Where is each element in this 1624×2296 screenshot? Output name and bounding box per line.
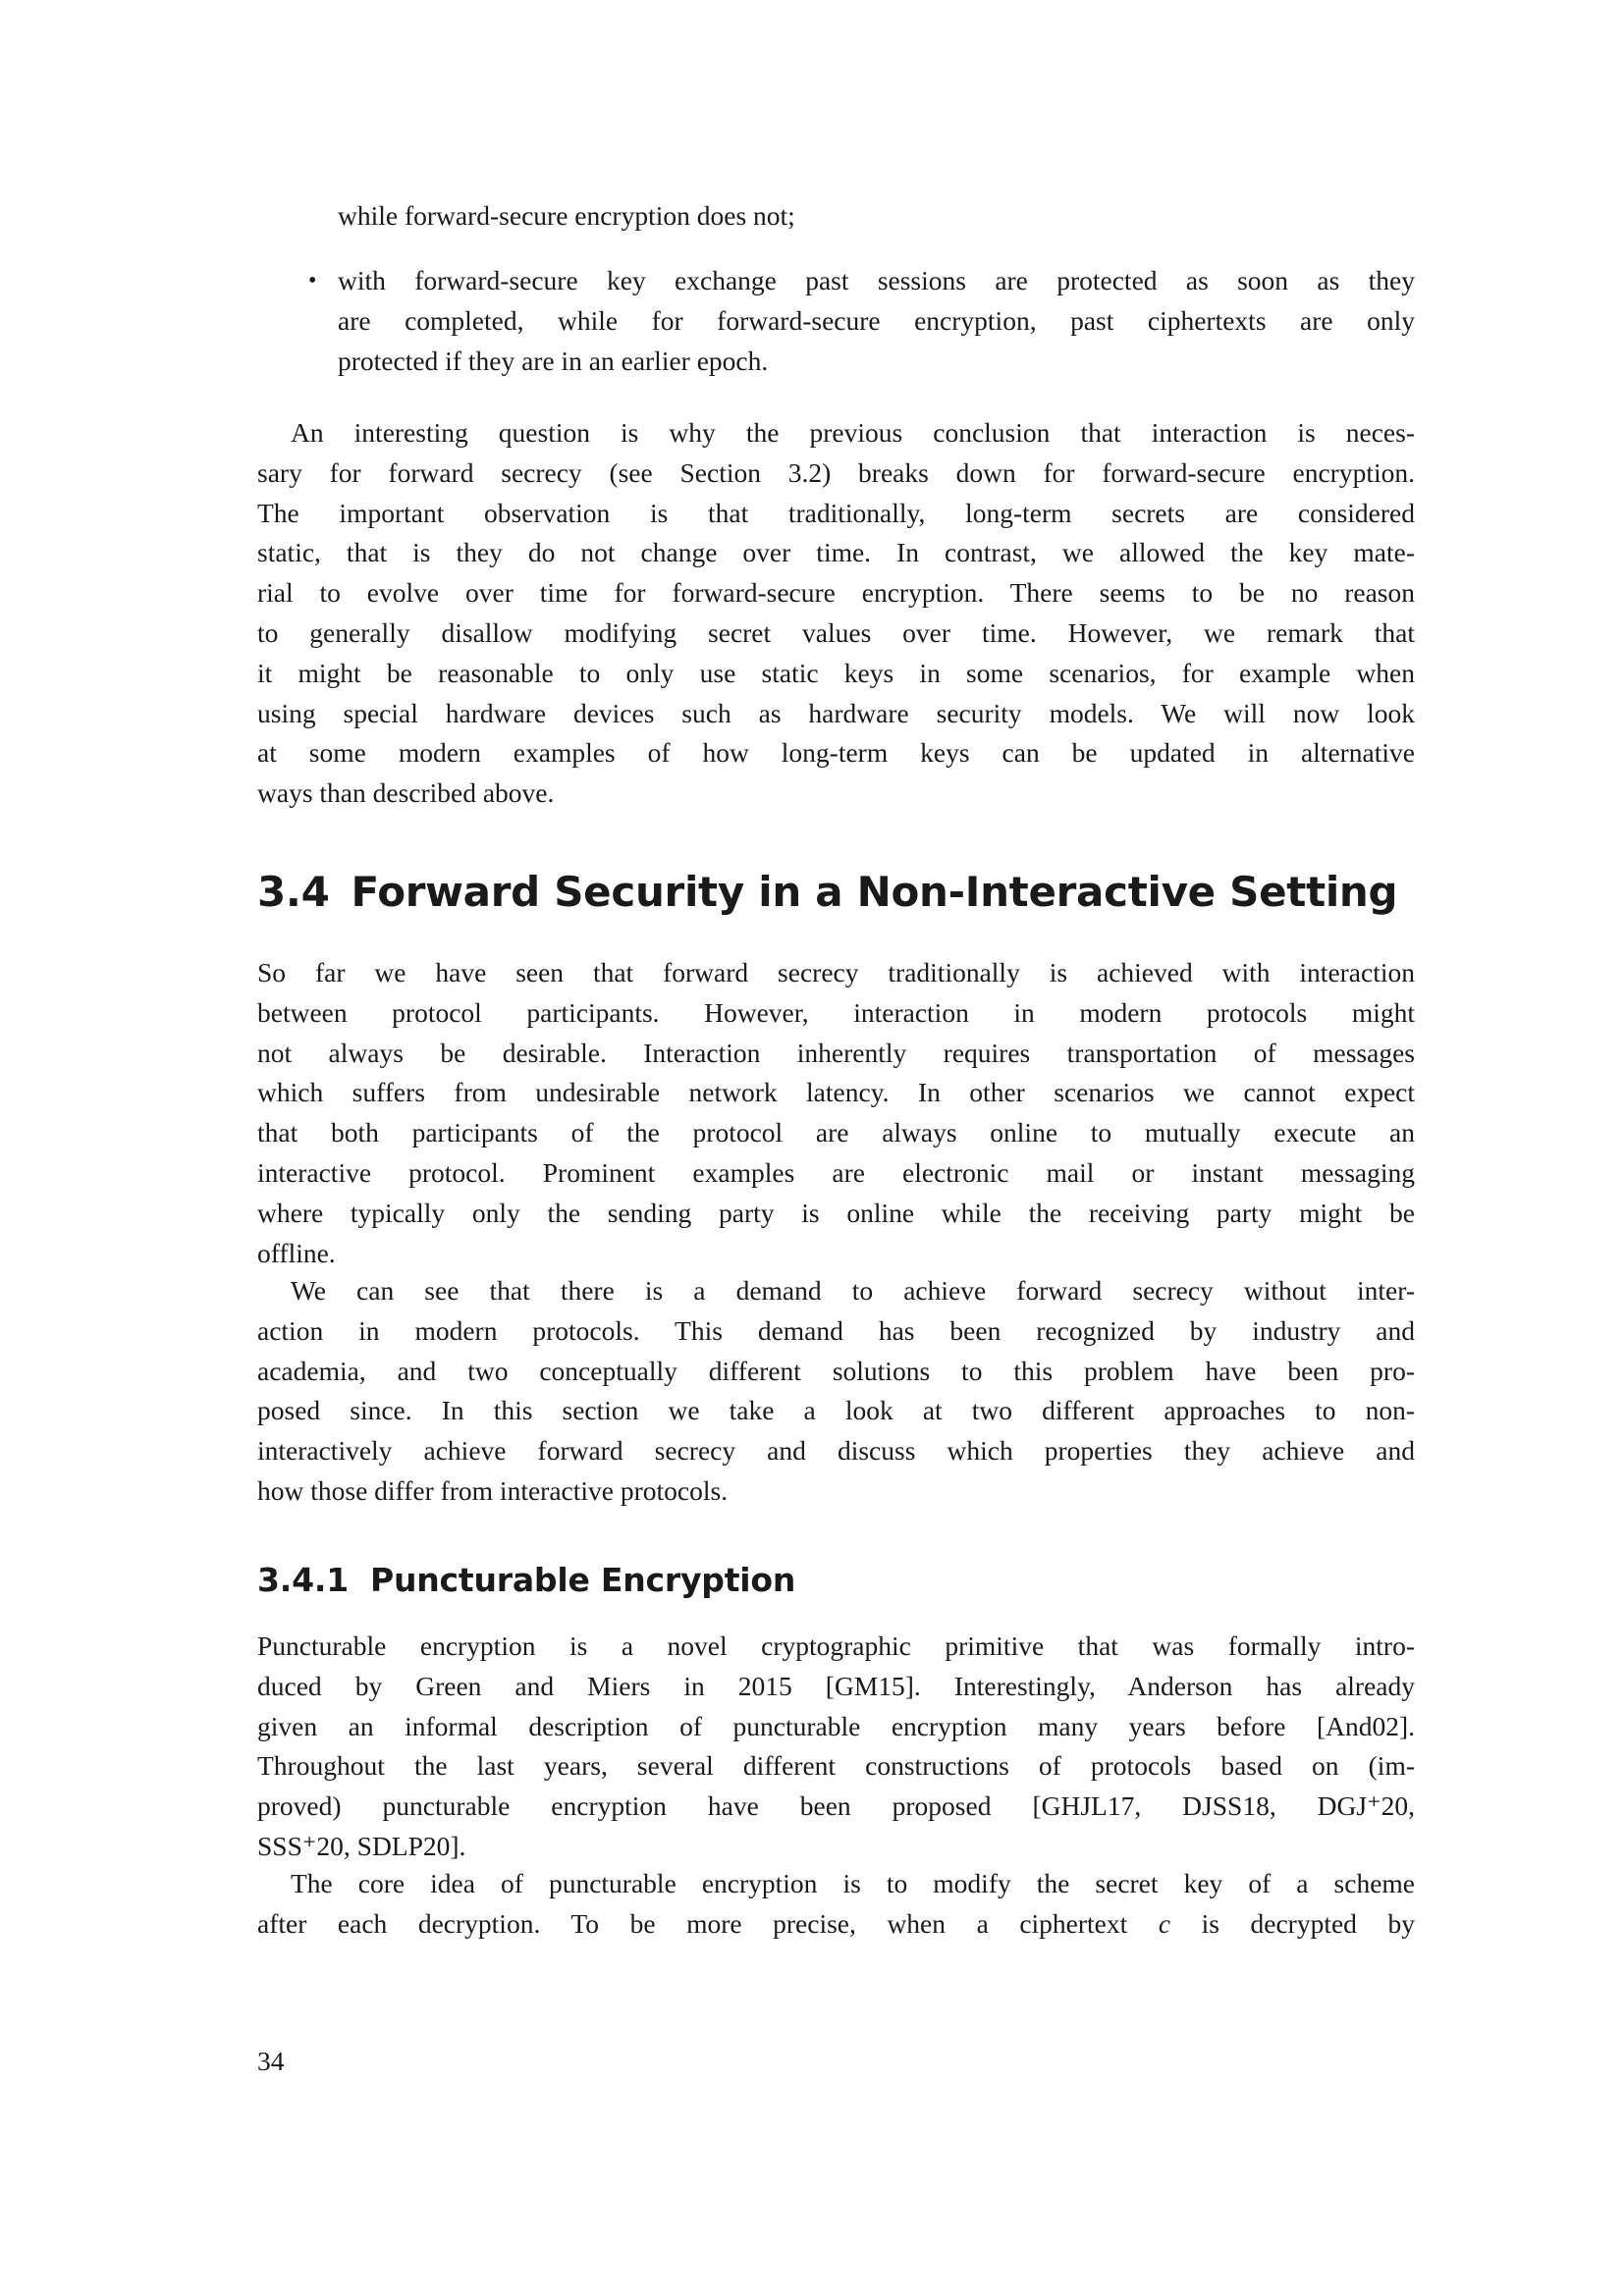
paragraph-2 <box>257 953 1415 1273</box>
paragraph-4 <box>257 1627 1415 1867</box>
text-segment: is decrypted by <box>1170 1907 1415 1939</box>
bullet-item <box>308 261 1415 381</box>
section-number: 3.4 <box>257 868 330 916</box>
text-line: The core idea of puncturable encryption is to modify the secret key of a scheme <box>291 1868 1415 1898</box>
text-line: Puncturable encryption is a novel cryptographic primitive that was formally intro- <box>257 1630 1415 1661</box>
text-line: An interesting question is why the previous conclusion that interaction is neces- <box>291 417 1415 448</box>
text-line: duced by Green and Miers in 2015 [GM15]. Interestingly, Anderson has already <box>257 1670 1415 1701</box>
text-line: while forward-secure encryption does not; <box>338 200 795 231</box>
text-line: The important observation is that traditionally, long-term secrets are considered <box>257 497 1415 528</box>
text-line: that both participants of the protocol are always online to mutually execute an <box>257 1117 1415 1148</box>
text-line: posed since. In this section we take a look at two different approaches to non- <box>257 1395 1415 1426</box>
text-line: how those differ from interactive protocols. <box>257 1474 729 1506</box>
text-line: it might be reasonable to only use static keys in some scenarios, for example when <box>257 657 1415 688</box>
subsection-heading <box>257 1561 795 1599</box>
text-line: are completed, while for forward-secure encryption, past ciphertexts are only <box>338 304 1415 336</box>
text-line: SSS⁺20, SDLP20]. <box>257 1830 466 1861</box>
text-line: ways than described above. <box>257 777 555 809</box>
text-line: protected if they are in an earlier epoch. <box>338 345 769 376</box>
text-line: to generally disallow modifying secret values over time. However, we remark that <box>257 616 1415 648</box>
text-line: interactively achieve forward secrecy and discuss which properties they achieve and <box>257 1435 1415 1467</box>
text-line: So far we have seen that forward secrecy traditionally is achieved with interaction <box>257 957 1415 988</box>
text-line: not always be desirable. Interaction inherently requires transportation of messages <box>257 1037 1415 1068</box>
section-title: Forward Security in a Non-Interactive Setting <box>351 868 1398 916</box>
text-line: rial to evolve over time for forward-secure encryption. There seems to be no reason <box>257 577 1415 609</box>
text-line: interactive protocol. Prominent examples are electronic mail or instant messaging <box>257 1156 1415 1188</box>
text-line: action in modern protocols. This demand has been recognized by industry and <box>257 1314 1415 1346</box>
page-number: 34 <box>257 2046 285 2076</box>
text-line: given an informal description of puncturable encryption many years before [And02]. <box>257 1710 1415 1741</box>
continuation <box>338 196 1415 237</box>
section-heading <box>257 868 1397 916</box>
paragraph-3 <box>257 1271 1415 1512</box>
text-line: using special hardware devices such as hardware security models. We will now look <box>257 697 1415 728</box>
text-line: between protocol participants. However, interaction in modern protocols might <box>257 996 1415 1028</box>
text-line: which suffers from undesirable network latency. In other scenarios we cannot expect <box>257 1077 1415 1108</box>
paragraph-5 <box>257 1864 1415 1945</box>
text-line: where typically only the sending party is online while the receiving party might be <box>257 1197 1415 1228</box>
text-line: with forward-secure key exchange past sessions are protected as soon as they <box>338 265 1415 295</box>
text-line: academia, and two conceptually different solutions to this problem have been pro- <box>257 1355 1415 1386</box>
subsection-title: Puncturable Encryption <box>369 1561 796 1599</box>
text-line: static, that is they do not change over time. In contrast, we allowed the key mate- <box>257 537 1415 568</box>
text-line: sary for forward secrecy (see Section 3.2) breaks down for forward-secure encryption. <box>257 456 1415 488</box>
text-line: proved) puncturable encryption have been proposed [GHJL17, DJSS18, DGJ⁺20, <box>257 1790 1415 1822</box>
text-line <box>257 1904 1415 1945</box>
text-line: We can see that there is a demand to achieve forward secrecy without inter- <box>291 1275 1415 1306</box>
text-line: Throughout the last years, several different constructions of protocols based on (im- <box>257 1750 1415 1782</box>
paragraph-1 <box>257 413 1415 814</box>
text-line: at some modern examples of how long-term keys can be updated in alternative <box>257 737 1415 769</box>
text-segment: after each decryption. To be more precise, when a ciphertext <box>257 1907 1159 1939</box>
bullet-icon: • <box>308 268 317 294</box>
text-line: offline. <box>257 1237 336 1268</box>
math-variable: c <box>1158 1907 1171 1939</box>
subsection-number: 3.4.1 <box>257 1561 349 1599</box>
